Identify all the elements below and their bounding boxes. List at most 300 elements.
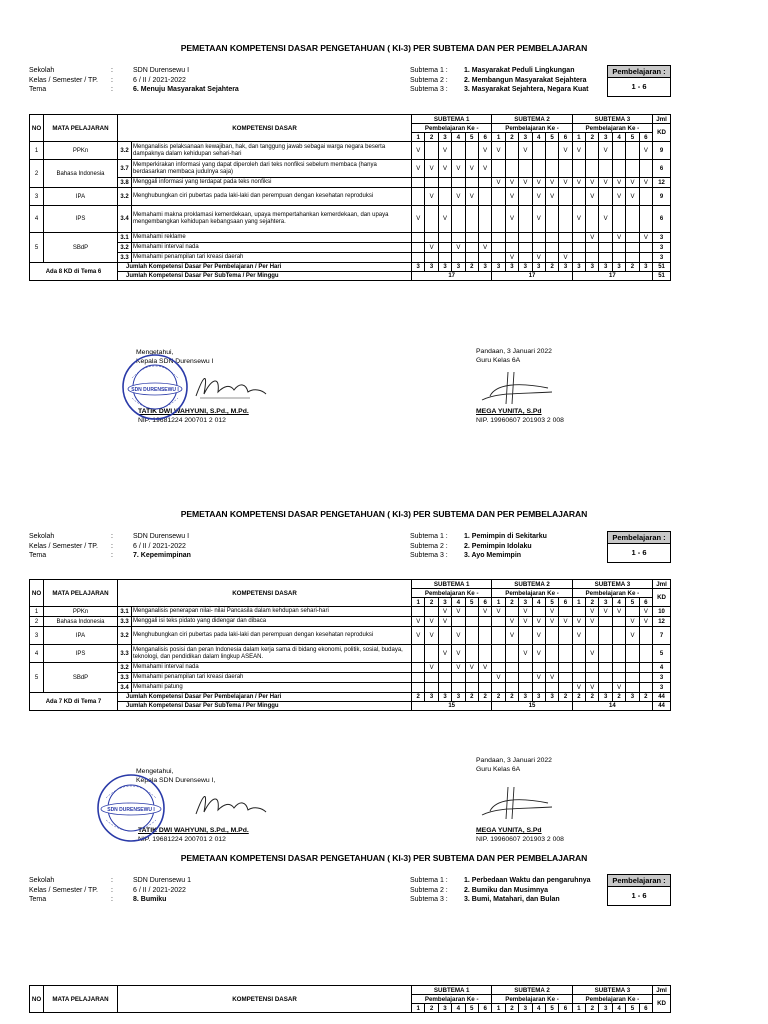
table-row	[30, 253, 671, 263]
header-num: 2	[505, 598, 518, 607]
kd-description: Menganalisis pelaksanaan kewajiban, hak, dan tanggung jawab sebagai warga negara beserta dampaknya dalam kehidupan sehari-hari	[132, 142, 412, 160]
empty-cell	[626, 142, 639, 160]
sum-per-day: 3	[545, 693, 558, 702]
header-num: 1	[572, 598, 585, 607]
check-mark: V	[532, 206, 545, 233]
sum-per-day: 2	[505, 693, 518, 702]
empty-cell	[545, 627, 558, 645]
subtema-info-3: Subtema 1 : 1. Perbedaan Waktu dan pengaruhnya Subtema 2 : 2. Bumiku dan Musimnya Subtema 3 : 3. Bumi, Matahari, dan Bulan	[410, 877, 591, 903]
empty-cell	[478, 233, 491, 243]
school-seal-image-2	[86, 772, 176, 844]
check-mark: V	[545, 673, 558, 683]
check-mark: V	[465, 663, 478, 673]
empty-cell	[545, 160, 558, 178]
header-num: 4	[612, 133, 625, 142]
empty-cell	[492, 683, 505, 693]
header-subtema-1: SUBTEMA 1	[412, 115, 492, 124]
header-num: 1	[492, 133, 505, 142]
sum-total-per-day: 44	[653, 693, 671, 702]
check-mark: V	[639, 617, 652, 627]
header-jml: Jml	[653, 580, 671, 589]
check-mark: V	[572, 627, 585, 645]
empty-cell	[639, 683, 652, 693]
empty-cell	[572, 160, 585, 178]
empty-cell	[532, 233, 545, 243]
check-mark: V	[532, 673, 545, 683]
check-mark: V	[532, 645, 545, 663]
sum-per-day: 3	[639, 263, 652, 272]
sum-per-day: 2	[465, 263, 478, 272]
empty-cell	[545, 683, 558, 693]
header-mapel: MATA PELAJARAN	[44, 115, 118, 142]
header-num: 4	[532, 133, 545, 142]
kd-description: Menggali informasi yang terdapat pada teks nonfiksi	[132, 178, 412, 188]
empty-cell	[639, 206, 652, 233]
empty-cell	[412, 607, 425, 617]
empty-cell	[586, 673, 599, 683]
row-no: 4	[30, 645, 44, 663]
empty-cell	[586, 253, 599, 263]
kd-code: 3.3	[118, 673, 132, 683]
empty-cell	[412, 673, 425, 683]
kd-table	[29, 114, 671, 281]
empty-cell	[452, 617, 465, 627]
empty-cell	[505, 683, 518, 693]
check-mark: V	[452, 607, 465, 617]
empty-cell	[478, 178, 491, 188]
empty-cell	[412, 253, 425, 263]
row-no: 5	[30, 663, 44, 693]
empty-cell	[452, 673, 465, 683]
header-num: 5	[465, 1004, 478, 1013]
empty-cell	[505, 663, 518, 673]
sum-per-day: 3	[438, 263, 451, 272]
header-num: 3	[519, 133, 532, 142]
row-subject: PPKn	[44, 142, 118, 160]
empty-cell	[572, 607, 585, 617]
kd-description: Memperkirakan informasi yang dapat diperoleh dari teks nonfiksi sebelum membaca (hanya berdasarkan membaca judulnya saja)	[132, 160, 412, 178]
header-num: 2	[425, 598, 438, 607]
check-mark: V	[545, 617, 558, 627]
check-mark: V	[452, 243, 465, 253]
kd-code: 3.4	[118, 683, 132, 693]
empty-cell	[425, 673, 438, 683]
empty-cell	[639, 627, 652, 645]
svg-text:SDN DURENSEWU I: SDN DURENSEWU I	[107, 807, 155, 813]
empty-cell	[492, 627, 505, 645]
empty-cell	[438, 683, 451, 693]
row-total: 9	[653, 142, 671, 160]
empty-cell	[505, 142, 518, 160]
school-info-3: Sekolah : SDN Durensewu 1 Kelas / Semester / TP. : 6 / II / 2021-2022 Tema : 8. Bumiku	[29, 877, 191, 903]
empty-cell	[465, 243, 478, 253]
empty-cell	[465, 233, 478, 243]
header-pembelajaran-ke: Pembelajaran Ke -	[572, 124, 652, 133]
check-mark: V	[572, 206, 585, 233]
kd-description: Memahami interval nada	[132, 663, 412, 673]
empty-cell	[572, 253, 585, 263]
table-row	[30, 683, 671, 693]
empty-cell	[478, 645, 491, 663]
subtema-3: 3. Masyarakat Sejahtera, Negara Kuat	[464, 86, 589, 93]
empty-cell	[599, 160, 612, 178]
check-mark: V	[545, 178, 558, 188]
signature-guru: Pandaan, 3 Januari 2022 Guru Kelas 6A	[476, 348, 552, 364]
empty-cell	[465, 206, 478, 233]
sum-per-subtema: 14	[572, 702, 652, 711]
header-pembelajaran-ke: Pembelajaran Ke -	[572, 589, 652, 598]
row-subject: SBdP	[44, 663, 118, 693]
empty-cell	[425, 233, 438, 243]
kepala-signature-image-2	[190, 786, 270, 826]
empty-cell	[559, 663, 572, 673]
tema-value: 6. Menuju Masyarakat Sejahtera	[133, 86, 239, 93]
check-mark: V	[438, 645, 451, 663]
header-num: 5	[545, 133, 558, 142]
empty-cell	[519, 160, 532, 178]
header-num: 6	[639, 598, 652, 607]
check-mark: V	[492, 673, 505, 683]
table-row	[30, 702, 671, 711]
empty-cell	[545, 243, 558, 253]
empty-cell	[452, 178, 465, 188]
label-kelas: Kelas / Semester / TP.	[29, 76, 98, 84]
header-num: 2	[505, 133, 518, 142]
empty-cell	[478, 683, 491, 693]
row-total: 6	[653, 206, 671, 233]
check-mark: V	[412, 617, 425, 627]
row-total: 3	[653, 243, 671, 253]
header-num: 5	[626, 133, 639, 142]
empty-cell	[412, 233, 425, 243]
row-no: 2	[30, 617, 44, 627]
header-num: 3	[599, 133, 612, 142]
kd-description: Memahami reklame	[132, 233, 412, 243]
check-mark: V	[505, 188, 518, 206]
check-mark: V	[425, 617, 438, 627]
header-num: 6	[639, 133, 652, 142]
check-mark: V	[572, 617, 585, 627]
empty-cell	[559, 607, 572, 617]
sum-per-day: 2	[478, 693, 491, 702]
header-jml-kd: KD	[653, 589, 671, 607]
header-num: 6	[639, 1004, 652, 1013]
header-num: 3	[519, 598, 532, 607]
empty-cell	[505, 243, 518, 253]
pembelajaran-box-3: Pembelajaran : 1 - 6	[607, 874, 671, 906]
header-num: 5	[465, 133, 478, 142]
empty-cell	[438, 233, 451, 243]
check-mark: V	[586, 607, 599, 617]
sum-label-per-week: Jumlah Kompetensi Dasar Per SubTema / Per Minggu	[118, 272, 412, 281]
empty-cell	[452, 206, 465, 233]
table-row	[30, 243, 671, 253]
check-mark: V	[559, 178, 572, 188]
empty-cell	[586, 206, 599, 233]
empty-cell	[478, 206, 491, 233]
header-num: 2	[586, 1004, 599, 1013]
empty-cell	[519, 627, 532, 645]
header-num: 3	[599, 1004, 612, 1013]
check-mark: V	[586, 617, 599, 627]
empty-cell	[586, 663, 599, 673]
kd-description: Menggali isi teks pidato yang didengar dan dibaca	[132, 617, 412, 627]
row-total: 3	[653, 253, 671, 263]
header-num: 1	[412, 598, 425, 607]
header-subtema-2: SUBTEMA 2	[492, 580, 572, 589]
school-name: SDN Durensewu I	[133, 67, 190, 74]
subtema-2: 2. Membangun Masyarakat Sejahtera	[464, 76, 587, 84]
empty-cell	[505, 160, 518, 178]
empty-cell	[532, 160, 545, 178]
header-pembelajaran-ke: Pembelajaran Ke -	[412, 124, 492, 133]
sum-per-day: 3	[425, 263, 438, 272]
row-subject: IPS	[44, 645, 118, 663]
check-mark: V	[465, 188, 478, 206]
empty-cell	[452, 253, 465, 263]
header-jml: Jml	[653, 115, 671, 124]
empty-cell	[412, 178, 425, 188]
header-pembelajaran-ke: Pembelajaran Ke -	[572, 995, 652, 1004]
kd-code: 3.3	[118, 617, 132, 627]
empty-cell	[626, 607, 639, 617]
empty-cell	[559, 627, 572, 645]
school-info-2: Sekolah : SDN Durensewu I Kelas / Semester / TP. : 6 / II / 2021-2022 Tema : 7. Kepemimpinan	[29, 533, 191, 559]
sum-per-day: 3	[599, 693, 612, 702]
empty-cell	[425, 645, 438, 663]
check-mark: V	[599, 178, 612, 188]
kd-code: 3.8	[118, 178, 132, 188]
guru-nip: NIP. 19960607 201903 2 008	[476, 416, 564, 424]
empty-cell	[599, 663, 612, 673]
empty-cell	[438, 243, 451, 253]
check-mark: V	[532, 188, 545, 206]
row-subject: SBdP	[44, 233, 118, 263]
header-num: 5	[545, 1004, 558, 1013]
kelas-value: 6 / II / 2021-2022	[133, 76, 186, 84]
check-mark: V	[626, 627, 639, 645]
sum-per-day: 2	[559, 693, 572, 702]
header-subtema-3: SUBTEMA 3	[572, 986, 652, 995]
empty-cell	[465, 627, 478, 645]
kd-count-note: Ada 8 KD di Tema 6	[30, 263, 118, 281]
row-total: 3	[653, 233, 671, 243]
empty-cell	[412, 683, 425, 693]
sum-per-day: 3	[572, 263, 585, 272]
check-mark: V	[452, 645, 465, 663]
check-mark: V	[612, 233, 625, 243]
header-num: 2	[586, 598, 599, 607]
header-num: 4	[612, 1004, 625, 1013]
empty-cell	[532, 683, 545, 693]
header-num: 2	[505, 1004, 518, 1013]
check-mark: V	[586, 683, 599, 693]
empty-cell	[532, 663, 545, 673]
empty-cell	[599, 617, 612, 627]
empty-cell	[505, 673, 518, 683]
header-num: 4	[452, 1004, 465, 1013]
empty-cell	[478, 188, 491, 206]
sum-per-day: 2	[492, 693, 505, 702]
sum-per-day: 2	[545, 263, 558, 272]
kd-description: Menganalisis posisi dan peran Indonesia dalam kerja sama di bidang ekonomi, politik, sosial, budaya, teknologi, dan pendidikan dalam lingkup ASEAN.	[132, 645, 412, 663]
header-num: 3	[599, 598, 612, 607]
check-mark: V	[505, 627, 518, 645]
check-mark: V	[452, 663, 465, 673]
check-mark: V	[519, 607, 532, 617]
row-no: 1	[30, 142, 44, 160]
empty-cell	[532, 607, 545, 617]
empty-cell	[519, 206, 532, 233]
empty-cell	[586, 160, 599, 178]
check-mark: V	[478, 663, 491, 673]
header-num: 4	[532, 598, 545, 607]
header-num: 5	[465, 598, 478, 607]
empty-cell	[559, 206, 572, 233]
empty-cell	[478, 673, 491, 683]
kd-code: 3.1	[118, 607, 132, 617]
header-subtema-1: SUBTEMA 1	[412, 986, 492, 995]
check-mark: V	[425, 663, 438, 673]
empty-cell	[519, 233, 532, 243]
table-row	[30, 607, 671, 617]
check-mark: V	[559, 617, 572, 627]
empty-cell	[639, 253, 652, 263]
empty-cell	[492, 160, 505, 178]
row-no: 1	[30, 607, 44, 617]
table-row	[30, 272, 671, 281]
label-sekolah: Sekolah	[29, 67, 55, 74]
empty-cell	[586, 627, 599, 645]
check-mark: V	[478, 160, 491, 178]
sum-per-day: 2	[639, 693, 652, 702]
table-row	[30, 663, 671, 673]
sum-per-day: 3	[438, 693, 451, 702]
empty-cell	[438, 627, 451, 645]
empty-cell	[465, 607, 478, 617]
check-mark: V	[505, 206, 518, 233]
check-mark: V	[586, 645, 599, 663]
row-total: 4	[653, 663, 671, 673]
empty-cell	[452, 683, 465, 693]
kd-code: 3.2	[118, 243, 132, 253]
pembelajaran-box: Pembelajaran : 1 - 6	[607, 65, 671, 97]
check-mark: V	[412, 160, 425, 178]
header-subtema-3: SUBTEMA 3	[572, 580, 652, 589]
empty-cell	[599, 683, 612, 693]
empty-cell	[572, 188, 585, 206]
table-row	[30, 645, 671, 663]
check-mark: V	[412, 627, 425, 645]
row-subject: PPKn	[44, 607, 118, 617]
header-kd: KOMPETENSI DASAR	[118, 580, 412, 607]
empty-cell	[612, 243, 625, 253]
check-mark: V	[572, 142, 585, 160]
empty-cell	[492, 243, 505, 253]
check-mark: V	[452, 160, 465, 178]
header-subtema-2: SUBTEMA 2	[492, 115, 572, 124]
empty-cell	[545, 142, 558, 160]
empty-cell	[532, 142, 545, 160]
table-row	[30, 986, 671, 995]
header-num: 3	[519, 1004, 532, 1013]
check-mark: V	[478, 243, 491, 253]
check-mark: V	[412, 142, 425, 160]
header-mapel: MATA PELAJARAN	[44, 986, 118, 1013]
header-subtema-1: SUBTEMA 1	[412, 580, 492, 589]
row-total: 9	[653, 188, 671, 206]
header-jml-kd: KD	[653, 995, 671, 1013]
header-num: 3	[438, 598, 451, 607]
check-mark: V	[519, 617, 532, 627]
check-mark: V	[545, 607, 558, 617]
header-no: NO	[30, 986, 44, 1013]
sum-per-day: 2	[586, 693, 599, 702]
empty-cell	[425, 253, 438, 263]
empty-cell	[505, 607, 518, 617]
check-mark: V	[639, 142, 652, 160]
empty-cell	[599, 188, 612, 206]
table-row	[30, 627, 671, 645]
check-mark: V	[532, 253, 545, 263]
kd-description: Menganalisis penerapan nilai- nilai Pancasila dalam kehdupan sehari-hari	[132, 607, 412, 617]
header-num: 6	[478, 133, 491, 142]
check-mark: V	[572, 683, 585, 693]
header-no: NO	[30, 580, 44, 607]
check-mark: V	[626, 188, 639, 206]
guru-signature-image-2	[478, 785, 558, 823]
empty-cell	[639, 645, 652, 663]
empty-cell	[612, 617, 625, 627]
header-num: 6	[559, 598, 572, 607]
empty-cell	[639, 243, 652, 253]
row-total: 3	[653, 673, 671, 683]
empty-cell	[545, 645, 558, 663]
empty-cell	[639, 160, 652, 178]
kd-count-note: Ada 7 KD di Tema 7	[30, 693, 118, 711]
check-mark: V	[438, 160, 451, 178]
guru-signature-image	[478, 370, 558, 408]
check-mark: V	[612, 178, 625, 188]
header-num: 5	[545, 598, 558, 607]
header-subtema-2: SUBTEMA 2	[492, 986, 572, 995]
empty-cell	[478, 627, 491, 645]
header-num: 1	[572, 1004, 585, 1013]
kd-code: 3.2	[118, 627, 132, 645]
sum-per-day: 3	[505, 263, 518, 272]
empty-cell	[492, 233, 505, 243]
kepala-nip: NIP. 19681224 200701 2 012	[138, 416, 226, 424]
kd-code: 3.7	[118, 160, 132, 178]
check-mark: V	[425, 188, 438, 206]
subtema-info-2: Subtema 1 : 1. Pemimpin di Sekitarku Subtema 2 : 2. Pemimpin Idolaku Subtema 3 : 3. Ayo Memimpin	[410, 533, 547, 559]
table-row	[30, 188, 671, 206]
sum-per-day: 3	[478, 263, 491, 272]
sum-per-day: 3	[599, 263, 612, 272]
check-mark: V	[425, 243, 438, 253]
label-tema: Tema	[29, 86, 47, 93]
row-no: 5	[30, 233, 44, 263]
empty-cell	[559, 683, 572, 693]
row-total: 12	[653, 178, 671, 188]
empty-cell	[465, 673, 478, 683]
sum-total-per-week: 44	[653, 702, 671, 711]
check-mark: V	[492, 607, 505, 617]
empty-cell	[545, 663, 558, 673]
check-mark: V	[425, 160, 438, 178]
row-subject: Bahasa Indonesia	[44, 160, 118, 188]
table-row	[30, 206, 671, 233]
